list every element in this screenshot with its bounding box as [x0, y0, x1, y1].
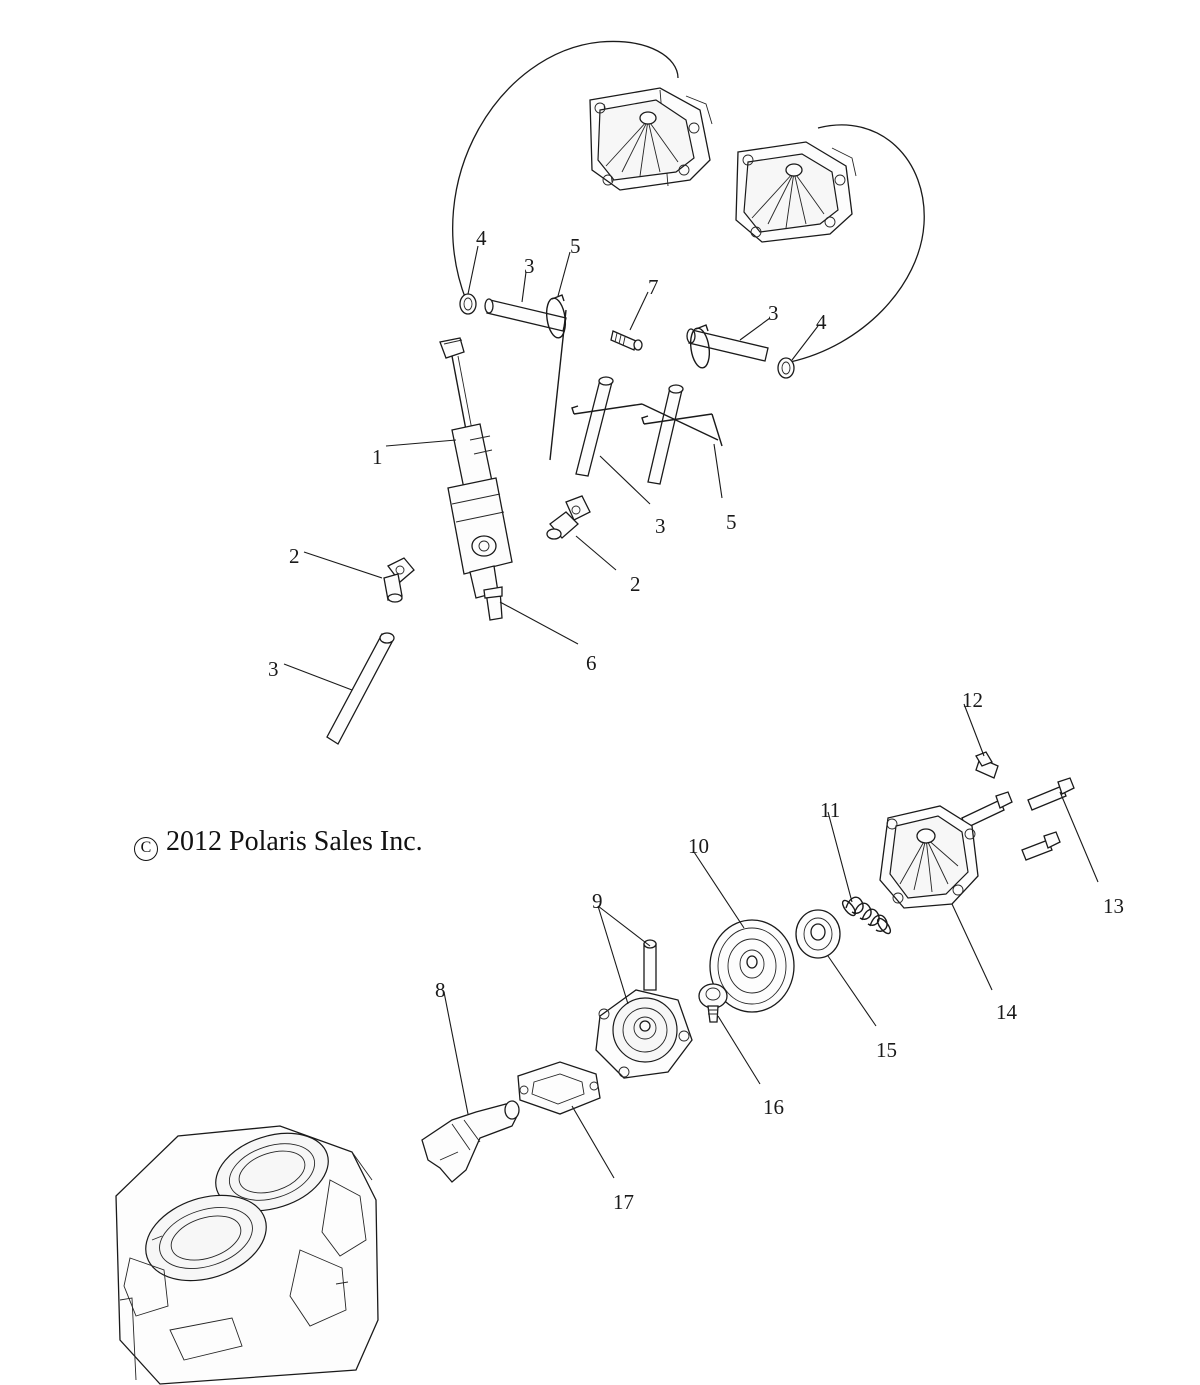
callout-number-1: 1 [372, 445, 383, 469]
callout-number-8: 8 [435, 978, 446, 1002]
bolt-item12b [962, 792, 1012, 828]
fitting-item7 [611, 331, 642, 350]
callout-number-7: 7 [648, 275, 659, 299]
callout-number-3: 3 [768, 301, 779, 325]
copyright-symbol: C [134, 837, 158, 861]
cylinder-block [116, 1120, 378, 1384]
clamp-lower-right-item5 [642, 414, 722, 446]
callout-number-16: 16 [763, 1095, 784, 1119]
bolt-item6 [484, 587, 502, 620]
copyright-notice [134, 826, 423, 861]
bolt-item12 [976, 752, 998, 778]
callout-number-2: 2 [289, 544, 300, 568]
elbow-fitting-left-item2 [384, 558, 414, 602]
pump-body-item9 [596, 940, 692, 1078]
oil-pump-item1 [440, 338, 512, 598]
callout-number-3: 3 [268, 657, 279, 681]
bolt-item13b [1022, 832, 1060, 860]
callout-number-17: 17 [613, 1190, 634, 1214]
hose-lower-left-long-item3 [327, 633, 394, 744]
copyright-text: 2012 Polaris Sales Inc. [166, 826, 423, 857]
callout-number-3: 3 [655, 514, 666, 538]
callout-number-5: 5 [570, 234, 581, 258]
callout-number-4: 4 [816, 310, 827, 334]
reed-cage-left [590, 88, 712, 190]
reed-cage-right [736, 142, 856, 242]
callout-number-9: 9 [592, 889, 603, 913]
elbow-fitting-right-item2 [547, 496, 590, 539]
callout-number-15: 15 [876, 1038, 897, 1062]
bolt-item13a [1028, 778, 1074, 810]
gasket-item17 [518, 1062, 600, 1114]
callout-number-12: 12 [962, 688, 983, 712]
grommet-left-item4 [460, 294, 476, 314]
washer-item15 [796, 910, 840, 958]
callout-number-10: 10 [688, 834, 709, 858]
callout-number-5: 5 [726, 510, 737, 534]
callout-number-13: 13 [1103, 894, 1124, 918]
hose-upper-right-item3 [687, 329, 768, 361]
callout-number-14: 14 [996, 1000, 1017, 1024]
valve-item16 [699, 984, 727, 1022]
hose-lower-right-item3 [648, 385, 683, 484]
hose-lower-left-item3 [576, 377, 613, 476]
callout-number-11: 11 [820, 798, 841, 822]
callout-number-3: 3 [524, 254, 535, 278]
callout-number-4: 4 [476, 226, 487, 250]
callout-number-2: 2 [630, 572, 641, 596]
grommet-right-item4 [778, 358, 794, 378]
cover-item14 [880, 806, 978, 908]
callout-number-6: 6 [586, 651, 597, 675]
hose-upper-left-item3 [485, 299, 566, 331]
spring-item11 [840, 897, 892, 935]
fitting-item8 [422, 1101, 519, 1182]
